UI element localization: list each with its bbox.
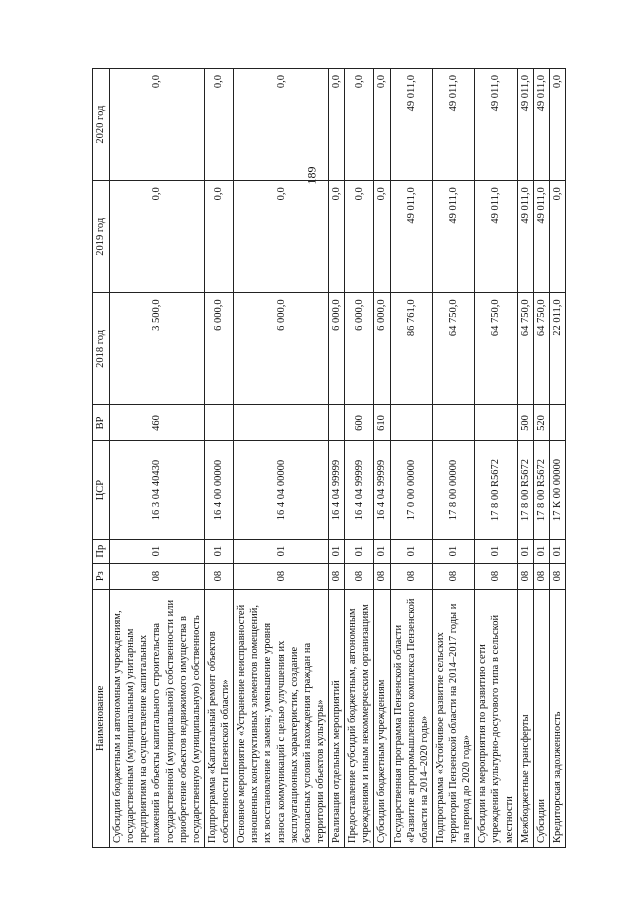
cell-2018: 6 000,0 [234, 293, 329, 405]
cell-csr: 17 К 00 00000 [549, 441, 565, 539]
cell-pr: 01 [432, 539, 474, 563]
cell-csr: 16 4 04 99999 [345, 441, 374, 539]
cell-name: Подпрограмма «Устойчивое развитие сельских территорий Пензенской области на 2014–2017 годы и на период до 2020 года» [432, 589, 474, 847]
cell-name: Субсидии бюджетным и автономным учреждениям, государственным (муниципальным) унитарным предприятиям на осуществление капитальных вложений в объекты капитального строительства государственной (муниципальной) собственности или приобретение объектов недвижимого имущества в государственную (муниципальную) собственность [110, 589, 205, 847]
cell-name: Кредиторская задолженность [549, 589, 565, 847]
cell-vr [329, 405, 345, 441]
cell-pr: 01 [374, 539, 390, 563]
cell-csr: 16 4 04 99999 [329, 441, 345, 539]
cell-rz: 08 [390, 563, 432, 589]
header-rz: Рз [93, 563, 110, 589]
cell-2018: 86 761,0 [390, 293, 432, 405]
table-row [533, 69, 549, 848]
table-row [517, 69, 533, 848]
cell-2019: 0,0 [204, 181, 233, 293]
table-row [110, 69, 205, 848]
cell-vr: 520 [533, 405, 549, 441]
cell-2018: 6 000,0 [345, 293, 374, 405]
header-vr: ВР [93, 405, 110, 441]
cell-2018: 22 011,0 [549, 293, 565, 405]
cell-vr [549, 405, 565, 441]
cell-vr [432, 405, 474, 441]
cell-vr: 460 [110, 405, 205, 441]
header-csr: ЦСР [93, 441, 110, 539]
header-name: Наименование [93, 589, 110, 847]
cell-2019: 49 011,0 [390, 181, 432, 293]
cell-csr: 17 8 00 00000 [432, 441, 474, 539]
cell-2018: 6 000,0 [329, 293, 345, 405]
cell-rz: 08 [432, 563, 474, 589]
cell-csr: 16 3 04 40430 [110, 441, 205, 539]
cell-2020: 49 011,0 [533, 69, 549, 181]
cell-2018: 6 000,0 [374, 293, 390, 405]
table-row [234, 69, 329, 848]
table-row [345, 69, 374, 848]
cell-2018: 3 500,0 [110, 293, 205, 405]
cell-name: Реализация отдельных мероприятий [329, 589, 345, 847]
cell-pr: 01 [517, 539, 533, 563]
table-row [329, 69, 345, 848]
rotated-table-container [92, 68, 567, 848]
cell-2018: 64 750,0 [533, 293, 549, 405]
cell-2018: 6 000,0 [204, 293, 233, 405]
table-row [549, 69, 565, 848]
cell-2020: 0,0 [204, 69, 233, 181]
cell-rz: 08 [345, 563, 374, 589]
header-pr: Пр [93, 539, 110, 563]
cell-rz: 08 [329, 563, 345, 589]
cell-csr: 16 4 04 00000 [234, 441, 329, 539]
cell-rz: 08 [533, 563, 549, 589]
cell-2020: 49 011,0 [432, 69, 474, 181]
cell-name: Государственная программа Пензенской области «Развитие агропромышленного комплекса Пензенской области на 2014–2020 годы» [390, 589, 432, 847]
cell-pr: 01 [329, 539, 345, 563]
cell-vr [234, 405, 329, 441]
cell-pr: 01 [234, 539, 329, 563]
header-2018: 2018 год [93, 293, 110, 405]
cell-2020: 0,0 [234, 69, 329, 181]
cell-pr: 01 [345, 539, 374, 563]
cell-name: Предоставление субсидий бюджетным, автономным учреждениям и иным некоммерческим организациям [345, 589, 374, 847]
cell-2019: 0,0 [110, 181, 205, 293]
cell-pr: 01 [549, 539, 565, 563]
cell-2019: 0,0 [234, 181, 329, 293]
cell-2019: 0,0 [329, 181, 345, 293]
cell-vr [475, 405, 517, 441]
cell-csr: 17 8 00 R5672 [475, 441, 517, 539]
cell-csr: 16 4 04 99999 [374, 441, 390, 539]
cell-rz: 08 [374, 563, 390, 589]
table-row [374, 69, 390, 848]
cell-csr: 17 0 00 00000 [390, 441, 432, 539]
cell-pr: 01 [204, 539, 233, 563]
rotated-page-area [92, 68, 567, 848]
cell-vr: 600 [345, 405, 374, 441]
cell-2019: 49 011,0 [475, 181, 517, 293]
budget-table [92, 68, 566, 848]
cell-name: Основное мероприятие «Устранение неисправностей изношенных конструктивных элементов помещений, их восстановление и замена; уменьшение уровня износа коммуникаций с целью улучшения их эксплуатационных характеристик, создание безопасных условий нахождения граждан на территории объектов культуры» [234, 589, 329, 847]
cell-rz: 08 [517, 563, 533, 589]
header-2019: 2019 год [93, 181, 110, 293]
cell-name: Субсидии на мероприятия по развитию сети учреждений культурно-досугового типа в сельской местности [475, 589, 517, 847]
cell-rz: 08 [475, 563, 517, 589]
table-header-row [93, 69, 110, 848]
cell-csr: 17 8 00 R5672 [517, 441, 533, 539]
page-number: 189 [304, 166, 319, 185]
cell-rz: 08 [110, 563, 205, 589]
table-row [475, 69, 517, 848]
cell-csr: 16 4 00 00000 [204, 441, 233, 539]
cell-2020: 49 011,0 [475, 69, 517, 181]
cell-pr: 01 [533, 539, 549, 563]
cell-csr: 17 8 00 R5672 [533, 441, 549, 539]
cell-2020: 0,0 [110, 69, 205, 181]
cell-vr [204, 405, 233, 441]
cell-2019: 49 011,0 [432, 181, 474, 293]
cell-name: Субсидии [533, 589, 549, 847]
cell-2018: 64 750,0 [432, 293, 474, 405]
cell-2020: 0,0 [374, 69, 390, 181]
cell-2020: 49 011,0 [517, 69, 533, 181]
cell-2020: 0,0 [549, 69, 565, 181]
cell-2019: 49 011,0 [533, 181, 549, 293]
cell-vr [390, 405, 432, 441]
table-row [390, 69, 432, 848]
cell-pr: 01 [475, 539, 517, 563]
table-row [432, 69, 474, 848]
cell-name: Межбюджетные трансферты [517, 589, 533, 847]
header-2020: 2020 год [93, 69, 110, 181]
cell-rz: 08 [549, 563, 565, 589]
cell-rz: 08 [234, 563, 329, 589]
cell-2018: 64 750,0 [517, 293, 533, 405]
cell-vr: 610 [374, 405, 390, 441]
cell-2019: 0,0 [374, 181, 390, 293]
cell-pr: 01 [110, 539, 205, 563]
cell-2019: 0,0 [345, 181, 374, 293]
cell-2018: 64 750,0 [475, 293, 517, 405]
cell-rz: 08 [204, 563, 233, 589]
cell-pr: 01 [390, 539, 432, 563]
cell-2020: 0,0 [329, 69, 345, 181]
cell-name: Субсидии бюджетным учреждениям [374, 589, 390, 847]
cell-2020: 0,0 [345, 69, 374, 181]
cell-2019: 49 011,0 [517, 181, 533, 293]
cell-vr: 500 [517, 405, 533, 441]
cell-2020: 49 011,0 [390, 69, 432, 181]
cell-name: Подпрограмма «Капитальный ремонт объектов собственности Пензенской области» [204, 589, 233, 847]
cell-2019: 0,0 [549, 181, 565, 293]
table-row [204, 69, 233, 848]
